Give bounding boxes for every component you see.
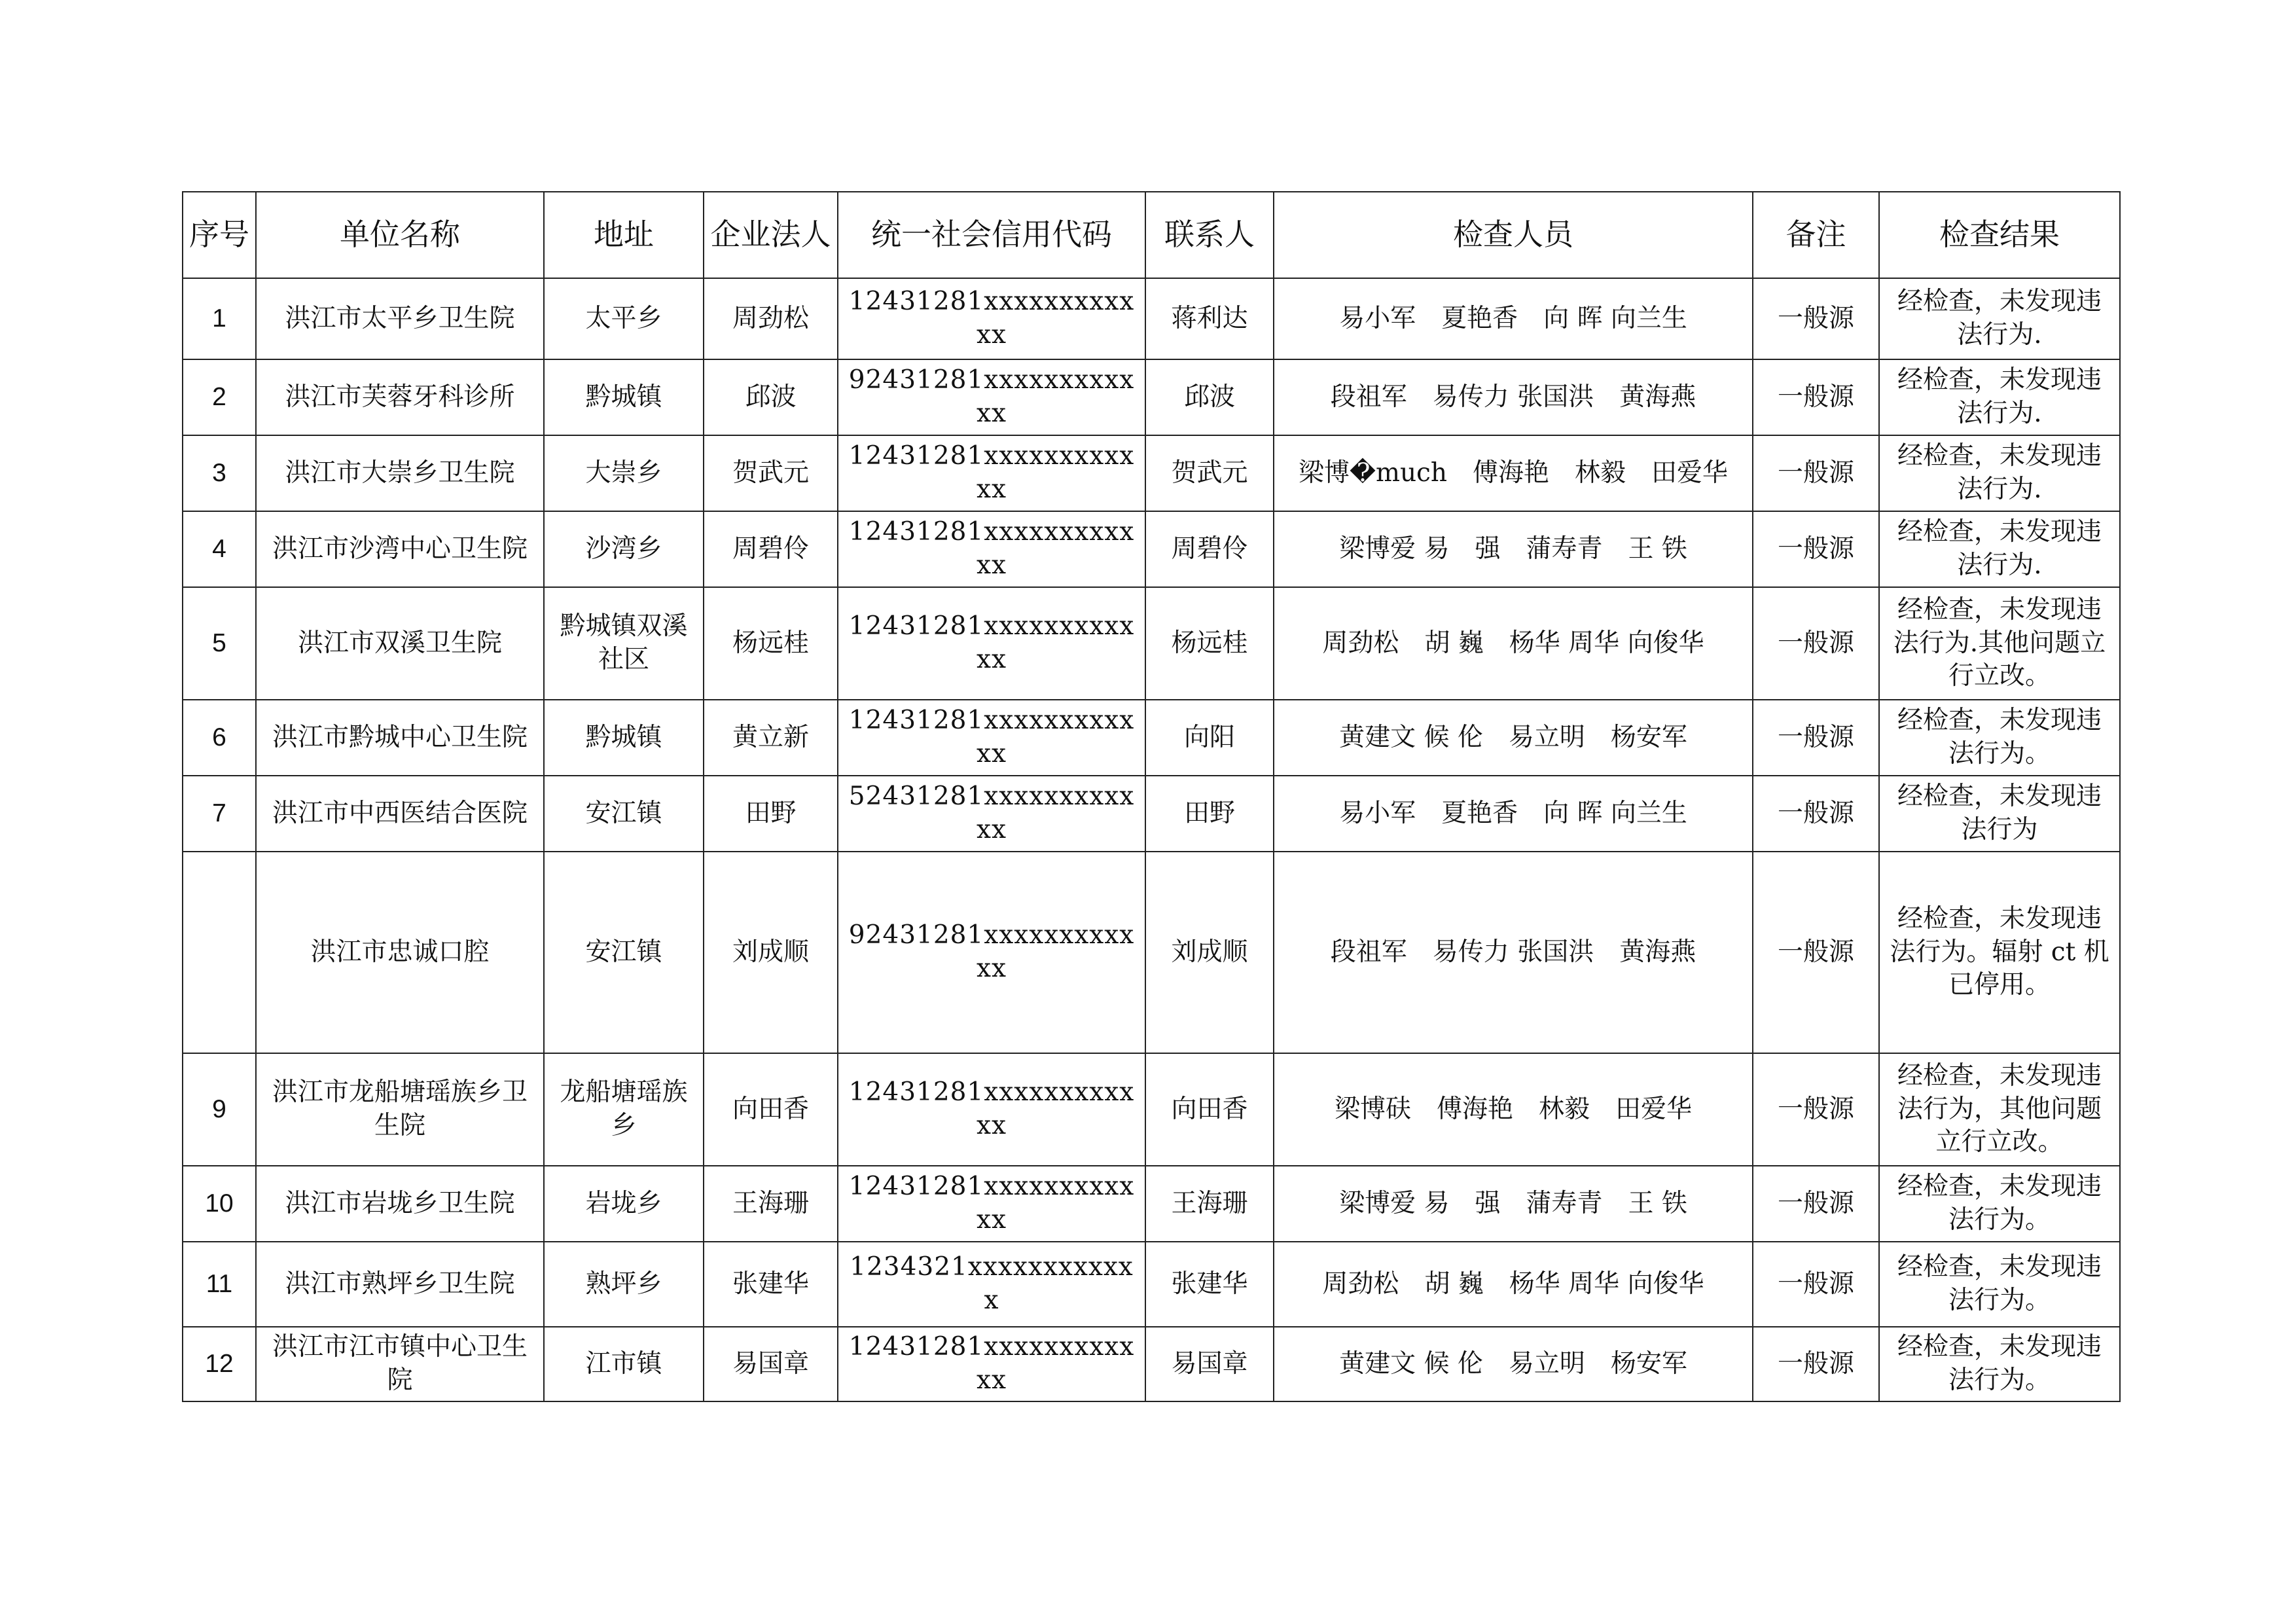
- inspection-result-cell: 经检查，未发现违法行为.: [1879, 511, 2120, 587]
- credit-code-cell: 12431281xxxxxxxxxxxx: [838, 511, 1145, 587]
- row-index-cell: 7: [183, 776, 256, 852]
- remark-cell: 一般源: [1753, 359, 1879, 435]
- unit-name-cell: 洪江市大崇乡卫生院: [256, 435, 544, 511]
- inspectors-cell: 梁博爱 易 强 蒲寿青 王 铁: [1274, 1166, 1753, 1242]
- table-row: [183, 1327, 2120, 1401]
- address-cell: 大崇乡: [544, 435, 704, 511]
- inspectors-cell: 梁博砆 傅海艳 林毅 田爱华: [1274, 1053, 1753, 1166]
- unit-name-cell: 洪江市太平乡卫生院: [256, 278, 544, 359]
- remark-cell: 一般源: [1753, 776, 1879, 852]
- credit-code-cell: 12431281xxxxxxxxxxxx: [838, 435, 1145, 511]
- address-cell: 岩垅乡: [544, 1166, 704, 1242]
- header-credit-code: 统一社会信用代码: [838, 192, 1145, 278]
- unit-name-cell: 洪江市芙蓉牙科诊所: [256, 359, 544, 435]
- contact-person-cell: 刘成顺: [1145, 852, 1274, 1053]
- unit-name-cell: 洪江市熟坪乡卫生院: [256, 1242, 544, 1327]
- table-row: [183, 435, 2120, 511]
- legal-person-cell: 黄立新: [704, 700, 838, 776]
- table-row: [183, 852, 2120, 1053]
- row-index-cell: 3: [183, 435, 256, 511]
- credit-code-cell: 12431281xxxxxxxxxxxx: [838, 1166, 1145, 1242]
- inspectors-cell: 段祖军 易传力 张国洪 黄海燕: [1274, 852, 1753, 1053]
- inspection-result-cell: 经检查，未发现违法行为.: [1879, 359, 2120, 435]
- legal-person-cell: 易国章: [704, 1327, 838, 1401]
- header-legal-person: 企业法人: [704, 192, 838, 278]
- remark-cell: 一般源: [1753, 435, 1879, 511]
- inspection-result-cell: 经检查，未发现违法行为，其他问题立行立改。: [1879, 1053, 2120, 1166]
- row-index-cell: 12: [183, 1327, 256, 1401]
- unit-name-cell: 洪江市忠诚口腔: [256, 852, 544, 1053]
- table-row: [183, 1166, 2120, 1242]
- inspection-result-cell: 经检查，未发现违法行为。辐射 ct 机已停用。: [1879, 852, 2120, 1053]
- credit-code-cell: 12431281xxxxxxxxxxxx: [838, 700, 1145, 776]
- table-row: [183, 1053, 2120, 1166]
- address-cell: 黔城镇双溪社区: [544, 587, 704, 700]
- unit-name-cell: 洪江市龙船塘瑶族乡卫生院: [256, 1053, 544, 1166]
- inspectors-cell: 黄建文 候 伦 易立明 杨安军: [1274, 700, 1753, 776]
- inspection-table: [182, 191, 2121, 1402]
- table-row: [183, 1242, 2120, 1327]
- inspection-result-cell: 经检查，未发现违法行为.: [1879, 435, 2120, 511]
- header-result: 检查结果: [1879, 192, 2120, 278]
- inspectors-cell: 段祖军 易传力 张国洪 黄海燕: [1274, 359, 1753, 435]
- legal-person-cell: 贺武元: [704, 435, 838, 511]
- address-cell: 黔城镇: [544, 359, 704, 435]
- header-remark: 备注: [1753, 192, 1879, 278]
- address-cell: 安江镇: [544, 776, 704, 852]
- contact-person-cell: 贺武元: [1145, 435, 1274, 511]
- header-inspectors: 检查人员: [1274, 192, 1753, 278]
- inspectors-cell: 梁博爱 易 强 蒲寿青 王 铁: [1274, 511, 1753, 587]
- row-index-cell: 1: [183, 278, 256, 359]
- credit-code-cell: 12431281xxxxxxxxxxxx: [838, 587, 1145, 700]
- inspection-result-cell: 经检查，未发现违法行为。: [1879, 1242, 2120, 1327]
- table-row: [183, 511, 2120, 587]
- inspection-result-cell: 经检查，未发现违法行为。: [1879, 700, 2120, 776]
- inspectors-cell: 易小军 夏艳香 向 晖 向兰生: [1274, 278, 1753, 359]
- inspectors-cell: 周劲松 胡 巍 杨华 周华 向俊华: [1274, 1242, 1753, 1327]
- remark-cell: 一般源: [1753, 278, 1879, 359]
- address-cell: 熟坪乡: [544, 1242, 704, 1327]
- unit-name-cell: 洪江市中西医结合医院: [256, 776, 544, 852]
- contact-person-cell: 邱波: [1145, 359, 1274, 435]
- header-address: 地址: [544, 192, 704, 278]
- remark-cell: 一般源: [1753, 587, 1879, 700]
- credit-code-cell: 92431281xxxxxxxxxxxx: [838, 852, 1145, 1053]
- contact-person-cell: 王海珊: [1145, 1166, 1274, 1242]
- inspection-result-cell: 经检查，未发现违法行为.: [1879, 278, 2120, 359]
- table-row: [183, 587, 2120, 700]
- remark-cell: 一般源: [1753, 852, 1879, 1053]
- header-contact: 联系人: [1145, 192, 1274, 278]
- row-index-cell: 5: [183, 587, 256, 700]
- contact-person-cell: 杨远桂: [1145, 587, 1274, 700]
- legal-person-cell: 周劲松: [704, 278, 838, 359]
- row-index-cell: 6: [183, 700, 256, 776]
- remark-cell: 一般源: [1753, 700, 1879, 776]
- inspectors-cell: 周劲松 胡 巍 杨华 周华 向俊华: [1274, 587, 1753, 700]
- table-header-row: [183, 192, 2120, 278]
- table-row: [183, 278, 2120, 359]
- table-body: [183, 278, 2120, 1401]
- unit-name-cell: 洪江市江市镇中心卫生院: [256, 1327, 544, 1401]
- row-index-cell: 4: [183, 511, 256, 587]
- legal-person-cell: 周碧伶: [704, 511, 838, 587]
- legal-person-cell: 杨远桂: [704, 587, 838, 700]
- header-unit-name: 单位名称: [256, 192, 544, 278]
- table-row: [183, 359, 2120, 435]
- legal-person-cell: 田野: [704, 776, 838, 852]
- contact-person-cell: 向田香: [1145, 1053, 1274, 1166]
- table-row: [183, 776, 2120, 852]
- address-cell: 沙湾乡: [544, 511, 704, 587]
- inspection-result-cell: 经检查，未发现违法行为: [1879, 776, 2120, 852]
- contact-person-cell: 向阳: [1145, 700, 1274, 776]
- row-index-cell: 11: [183, 1242, 256, 1327]
- credit-code-cell: 12431281xxxxxxxxxxxx: [838, 278, 1145, 359]
- credit-code-cell: 12431281xxxxxxxxxxxx: [838, 1327, 1145, 1401]
- inspection-result-cell: 经检查，未发现违法行为。: [1879, 1166, 2120, 1242]
- remark-cell: 一般源: [1753, 1242, 1879, 1327]
- address-cell: 龙船塘瑶族乡: [544, 1053, 704, 1166]
- inspectors-cell: 梁博�much 傅海艳 林毅 田爱华: [1274, 435, 1753, 511]
- unit-name-cell: 洪江市双溪卫生院: [256, 587, 544, 700]
- credit-code-cell: 52431281xxxxxxxxxxxx: [838, 776, 1145, 852]
- contact-person-cell: 蒋利达: [1145, 278, 1274, 359]
- address-cell: 黔城镇: [544, 700, 704, 776]
- remark-cell: 一般源: [1753, 511, 1879, 587]
- address-cell: 太平乡: [544, 278, 704, 359]
- contact-person-cell: 张建华: [1145, 1242, 1274, 1327]
- inspectors-cell: 易小军 夏艳香 向 晖 向兰生: [1274, 776, 1753, 852]
- row-index-cell: [183, 852, 256, 1053]
- header-index: 序号: [183, 192, 256, 278]
- unit-name-cell: 洪江市黔城中心卫生院: [256, 700, 544, 776]
- credit-code-cell: 1234321xxxxxxxxxxxx: [838, 1242, 1145, 1327]
- contact-person-cell: 田野: [1145, 776, 1274, 852]
- unit-name-cell: 洪江市岩垅乡卫生院: [256, 1166, 544, 1242]
- address-cell: 江市镇: [544, 1327, 704, 1401]
- remark-cell: 一般源: [1753, 1053, 1879, 1166]
- table-row: [183, 700, 2120, 776]
- remark-cell: 一般源: [1753, 1327, 1879, 1401]
- inspection-result-cell: 经检查，未发现违法行为.其他问题立行立改。: [1879, 587, 2120, 700]
- contact-person-cell: 周碧伶: [1145, 511, 1274, 587]
- row-index-cell: 9: [183, 1053, 256, 1166]
- address-cell: 安江镇: [544, 852, 704, 1053]
- credit-code-cell: 12431281xxxxxxxxxxxx: [838, 1053, 1145, 1166]
- credit-code-cell: 92431281xxxxxxxxxxxx: [838, 359, 1145, 435]
- legal-person-cell: 张建华: [704, 1242, 838, 1327]
- legal-person-cell: 向田香: [704, 1053, 838, 1166]
- inspection-result-cell: 经检查，未发现违法行为。: [1879, 1327, 2120, 1401]
- remark-cell: 一般源: [1753, 1166, 1879, 1242]
- legal-person-cell: 刘成顺: [704, 852, 838, 1053]
- row-index-cell: 2: [183, 359, 256, 435]
- inspectors-cell: 黄建文 候 伦 易立明 杨安军: [1274, 1327, 1753, 1401]
- legal-person-cell: 王海珊: [704, 1166, 838, 1242]
- contact-person-cell: 易国章: [1145, 1327, 1274, 1401]
- legal-person-cell: 邱波: [704, 359, 838, 435]
- row-index-cell: 10: [183, 1166, 256, 1242]
- unit-name-cell: 洪江市沙湾中心卫生院: [256, 511, 544, 587]
